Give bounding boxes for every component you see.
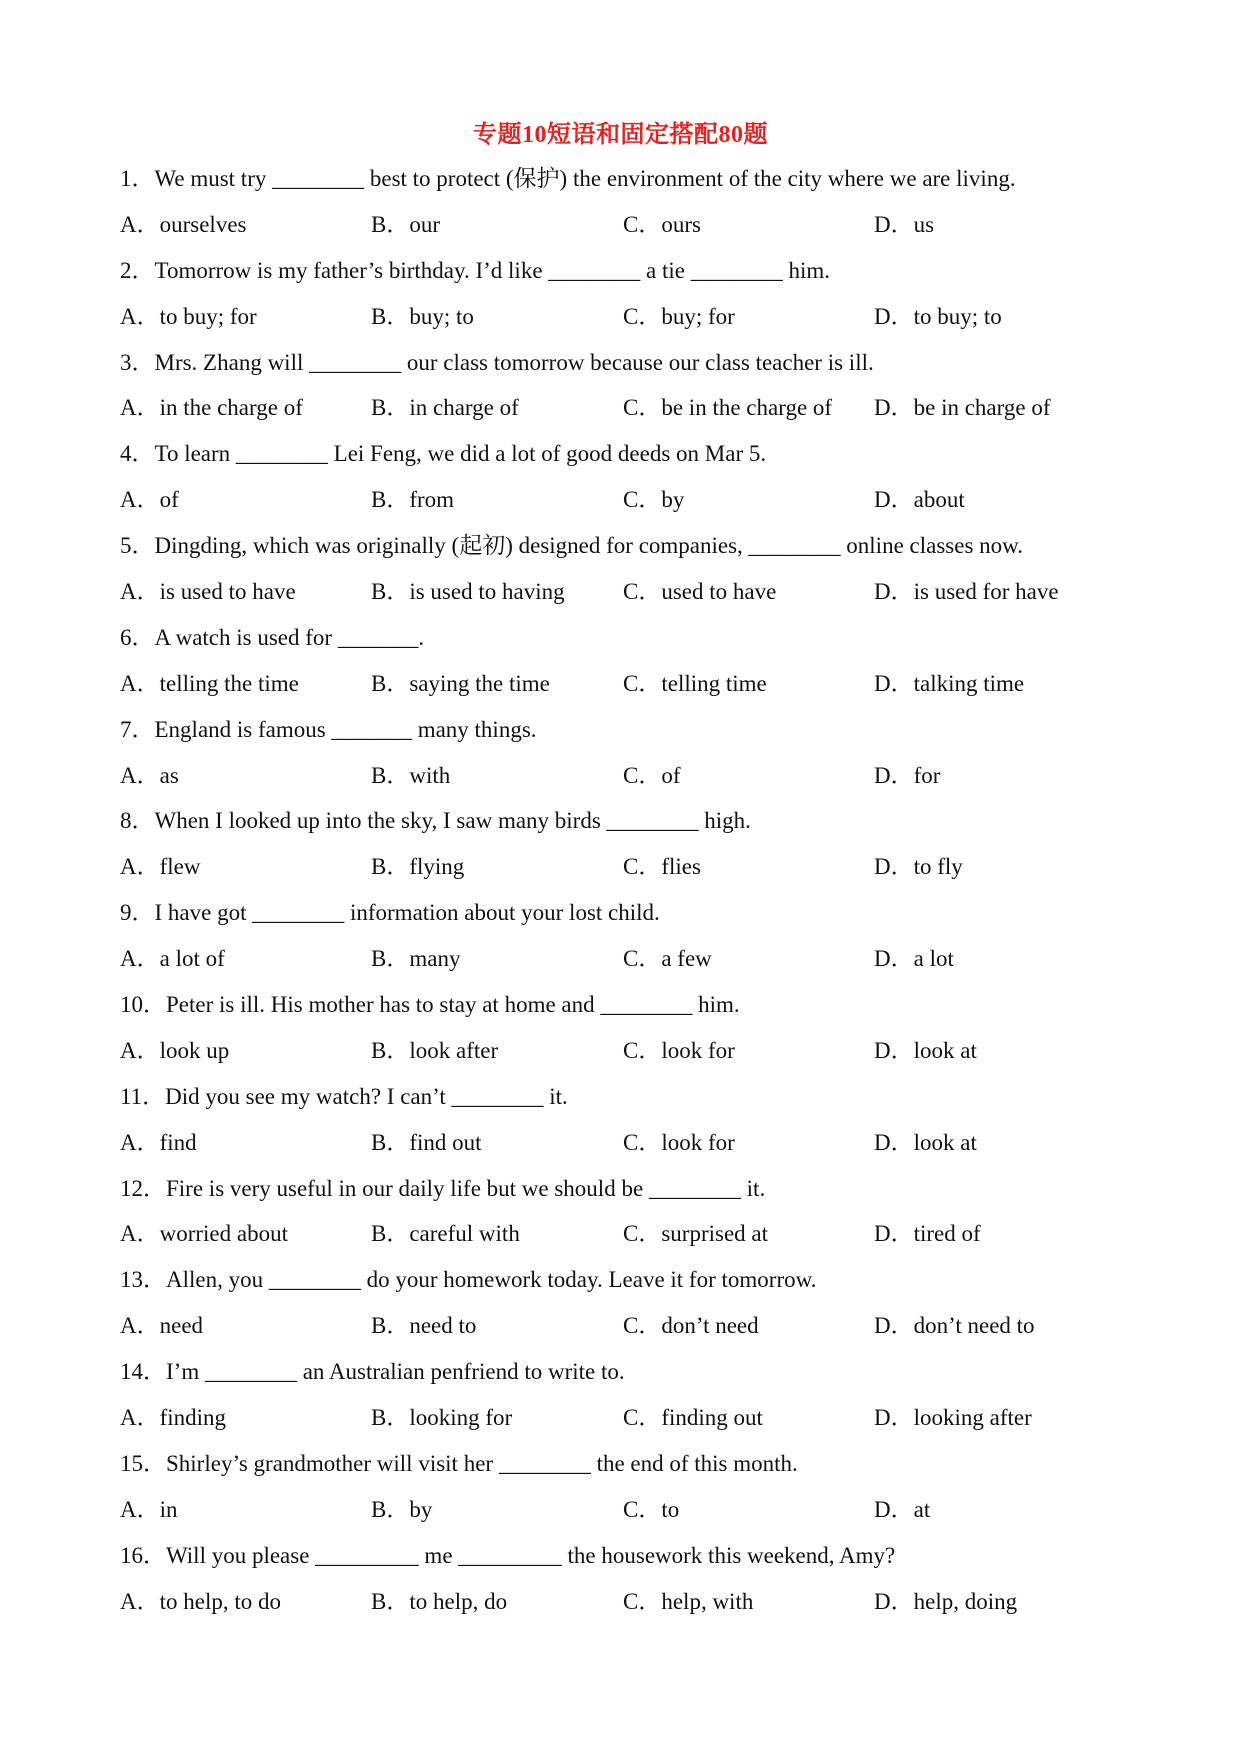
option-d: D．don’t need to [874, 1313, 1035, 1339]
question-stem [120, 161, 1140, 207]
question-text: 5．Dingding, which was originally (起初) designed for companies, ________ online classes now. [120, 533, 1024, 559]
question-text: 7．England is famous _______ many things. [120, 716, 537, 742]
option-d: D．at [874, 1496, 931, 1522]
question-text: 3．Mrs. Zhang will ________ our class tomorrow because our class teacher is ill. [120, 349, 874, 375]
option-d: D．look at [874, 1129, 977, 1155]
answer-options [120, 1216, 1140, 1262]
question-stem [120, 895, 1140, 941]
option-b: B．from [371, 487, 455, 513]
option-b: B．is used to having [371, 579, 565, 605]
option-d: D．a lot [874, 946, 954, 972]
option-d: D．for [874, 762, 941, 788]
question-stem [120, 1262, 1140, 1308]
question-text: 13．Allen, you ________ do your homework today. Leave it for tomorrow. [120, 1267, 817, 1293]
option-b: B．with [371, 762, 451, 788]
question-stem [120, 712, 1140, 758]
option-b: B．many [371, 946, 461, 972]
option-a: A．is used to have [120, 579, 296, 605]
option-c: C．telling time [623, 670, 767, 696]
option-b: B．buy; to [371, 303, 474, 329]
answer-options [120, 1308, 1140, 1354]
option-b: B．by [371, 1496, 433, 1522]
option-a: A．of [120, 487, 179, 513]
option-a: A．need [120, 1313, 204, 1339]
option-b: B．saying the time [371, 670, 550, 696]
option-c: C．look for [623, 1129, 735, 1155]
option-b: B．careful with [371, 1221, 520, 1247]
question-text: 1．We must try ________ best to protect (保护) the environment of the city where we are living. [120, 166, 1016, 191]
option-d: D．be in charge of [874, 395, 1051, 421]
question-stem [120, 345, 1140, 391]
option-d: D．to fly [874, 854, 963, 880]
question-text: 11．Did you see my watch? I can’t ________ it. [120, 1083, 568, 1109]
option-d: D．is used for have [874, 579, 1059, 605]
question-stem [120, 620, 1140, 666]
question-stem [120, 987, 1140, 1033]
question-text: 14．I’m ________ an Australian penfriend to write to. [120, 1359, 625, 1385]
answer-options [120, 1033, 1140, 1079]
option-d: D．look at [874, 1037, 977, 1063]
question-text: 4．To learn ________ Lei Feng, we did a lot of good deeds on Mar 5. [120, 441, 767, 467]
question-text: 9．I have got ________ information about your lost child. [120, 900, 660, 926]
option-d: D．talking time [874, 670, 1025, 696]
answer-options [120, 390, 1140, 436]
question-text: 12．Fire is very useful in our daily life but we should be ________ it. [120, 1175, 766, 1201]
option-c: C．of [623, 762, 681, 788]
question-stem [120, 253, 1140, 299]
question-stem [120, 1446, 1140, 1492]
option-a: A．flew [120, 854, 201, 880]
option-a: A．worried about [120, 1221, 288, 1247]
option-a: A．find [120, 1129, 197, 1155]
option-a: A．to buy; for [120, 303, 257, 329]
page-title: 专题10短语和固定搭配80题 [473, 122, 768, 148]
option-a: A．to help, to do [120, 1588, 281, 1614]
answer-options [120, 1400, 1140, 1446]
question-stem [120, 528, 1140, 574]
option-b: B．in charge of [371, 395, 519, 421]
answer-options [120, 849, 1140, 895]
question-text: 15．Shirley’s grandmother will visit her ________ the end of this month. [120, 1450, 798, 1476]
answer-options [120, 482, 1140, 528]
option-a: A．telling the time [120, 670, 299, 696]
answer-options [120, 1492, 1140, 1538]
question-stem [120, 1538, 1140, 1584]
answer-options [120, 1125, 1140, 1171]
option-a: A．as [120, 762, 179, 788]
option-c: C．look for [623, 1037, 735, 1063]
option-c: C．to [623, 1496, 680, 1522]
option-d: D．to buy; to [874, 303, 1002, 329]
option-c: C．buy; for [623, 303, 735, 329]
question-stem [120, 1171, 1140, 1217]
question-text: 16．Will you please _________ me _________ the housework this weekend, Amy? [120, 1542, 896, 1568]
option-b: B．need to [371, 1313, 477, 1339]
option-d: D．about [874, 487, 965, 513]
question-stem [120, 1354, 1140, 1400]
option-d: D．help, doing [874, 1588, 1018, 1614]
answer-options [120, 207, 1140, 253]
option-c: C．used to have [623, 579, 777, 605]
answer-options [120, 1584, 1140, 1630]
question-text: 6．A watch is used for _______. [120, 624, 425, 650]
option-b: B．looking for [371, 1405, 513, 1431]
option-a: A．in [120, 1496, 178, 1522]
option-c: C．help, with [623, 1588, 754, 1614]
option-a: A．ourselves [120, 211, 247, 237]
option-a: A．in the charge of [120, 395, 303, 421]
option-b: B．to help, do [371, 1588, 508, 1614]
option-c: C．surprised at [623, 1221, 769, 1247]
question-text: 10．Peter is ill. His mother has to stay at home and ________ him. [120, 992, 740, 1018]
question-list [120, 161, 1140, 1630]
option-c: C．be in the charge of [623, 395, 833, 421]
answer-options [120, 666, 1140, 712]
option-a: A．look up [120, 1037, 230, 1063]
option-c: C．finding out [623, 1405, 763, 1431]
question-stem [120, 803, 1140, 849]
answer-options [120, 574, 1140, 620]
option-c: C．don’t need [623, 1313, 759, 1339]
option-a: A．finding [120, 1405, 227, 1431]
option-c: C．by [623, 487, 685, 513]
option-c: C．a few [623, 946, 712, 972]
option-b: B．look after [371, 1037, 499, 1063]
option-d: D．tired of [874, 1221, 981, 1247]
option-c: C．ours [623, 211, 701, 237]
option-d: D．looking after [874, 1405, 1032, 1431]
answer-options [120, 758, 1140, 804]
question-text: 8．When I looked up into the sky, I saw many birds ________ high. [120, 808, 751, 834]
question-text: 2．Tomorrow is my father’s birthday. I’d like ________ a tie ________ him. [120, 257, 831, 283]
option-b: B．find out [371, 1129, 482, 1155]
question-stem [120, 1079, 1140, 1125]
answer-options [120, 299, 1140, 345]
answer-options [120, 941, 1140, 987]
option-a: A．a lot of [120, 946, 225, 972]
question-stem [120, 436, 1140, 482]
option-b: B．our [371, 211, 440, 237]
option-d: D．us [874, 211, 935, 237]
option-b: B．flying [371, 854, 465, 880]
option-c: C．flies [623, 854, 701, 880]
